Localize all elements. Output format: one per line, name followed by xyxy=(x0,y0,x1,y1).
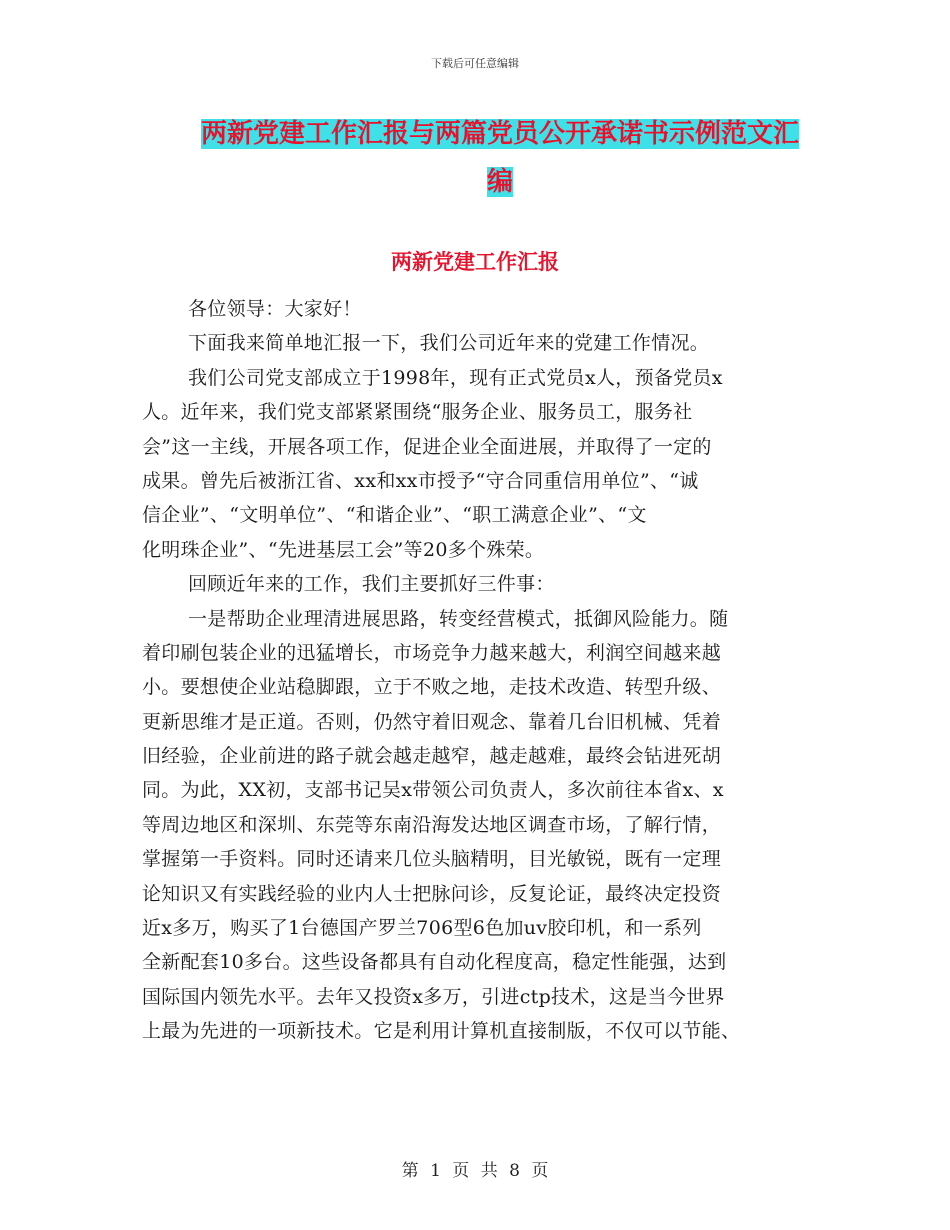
body-line: 国际国内领先水平。去年又投资x多万，引进ctp技术，这是当今世界 xyxy=(142,985,725,1008)
document-title-line-1: 两新党建工作汇报与两篇党员公开承诺书示例范文汇 xyxy=(200,119,799,149)
body-line: 会”这一主线，开展各项工作，促进企业全面进展，并取得了一定的 xyxy=(142,435,712,458)
body-text xyxy=(142,292,810,1049)
body-line: 信企业”、“文明单位”、“和谐企业”、“职工满意企业”、“文 xyxy=(142,504,647,527)
body-line: 我们公司党支部成立于1998年，现有正式党员x人，预备党员x xyxy=(188,366,723,389)
body-line: 全新配套10多台。这些设备都具有自动化程度高，稳定性能强，达到 xyxy=(142,951,727,974)
document-title-line-2: 编 xyxy=(486,167,513,197)
body-line: 更新思维才是正道。否则，仍然守着旧观念、靠着几台旧机械、凭着 xyxy=(142,710,722,733)
body-line: 成果。曾先后被浙江省、xx和xx市授予“守合同重信用单位”、“诚 xyxy=(142,469,699,492)
body-line: 同。为此，XX初，支部书记吴x带领公司负责人，多次前往本省x、x xyxy=(142,779,724,802)
body-line: 回顾近年来的工作，我们主要抓好三件事： xyxy=(188,573,555,596)
body-line: 上最为先进的一项新技术。它是利用计算机直接制版，不仅可以节能、 xyxy=(142,1020,741,1043)
body-line: 人。近年来，我们党支部紧紧围绕“服务企业、服务员工，服务社 xyxy=(142,401,693,424)
section-title: 两新党建工作汇报 xyxy=(391,249,559,274)
document-title xyxy=(190,110,810,206)
body-line: 小。要想使企业站稳脚跟，立于不败之地，走技术改造、转型升级、 xyxy=(142,676,722,699)
body-line: 等周边地区和深圳、东莞等东南沿海发达地区调查市场，了解行情， xyxy=(142,813,722,836)
body-line: 一是帮助企业理清进展思路，转变经营模式，抵御风险能力。随 xyxy=(188,607,729,630)
body-line: 化明珠企业”、“先进基层工会”等20多个殊荣。 xyxy=(142,538,545,561)
body-line: 旧经验，企业前进的路子就会越走越窄，越走越难，最终会钻进死胡 xyxy=(142,745,722,768)
body-line: 着印刷包装企业的迅猛增长，市场竞争力越来越大，利润空间越来越 xyxy=(142,641,722,664)
body-line: 各位领导：大家好！ xyxy=(188,298,362,320)
body-line: 论知识又有实践经验的业内人士把脉问诊，反复论证，最终决定投资 xyxy=(142,882,722,905)
header-note: 下载后可任意编辑 xyxy=(431,57,519,70)
body-line: 下面我来简单地汇报一下，我们公司近年来的党建工作情况。 xyxy=(188,332,710,355)
body-line: 近x多万，购买了1台德国产罗兰706型6色加uv胶印机，和一系列 xyxy=(142,917,702,940)
page-footer: 第 1 页 共 8 页 xyxy=(401,1161,549,1181)
body-line: 掌握第一手资料。同时还请来几位头脑精明，目光敏锐，既有一定理 xyxy=(142,848,722,871)
